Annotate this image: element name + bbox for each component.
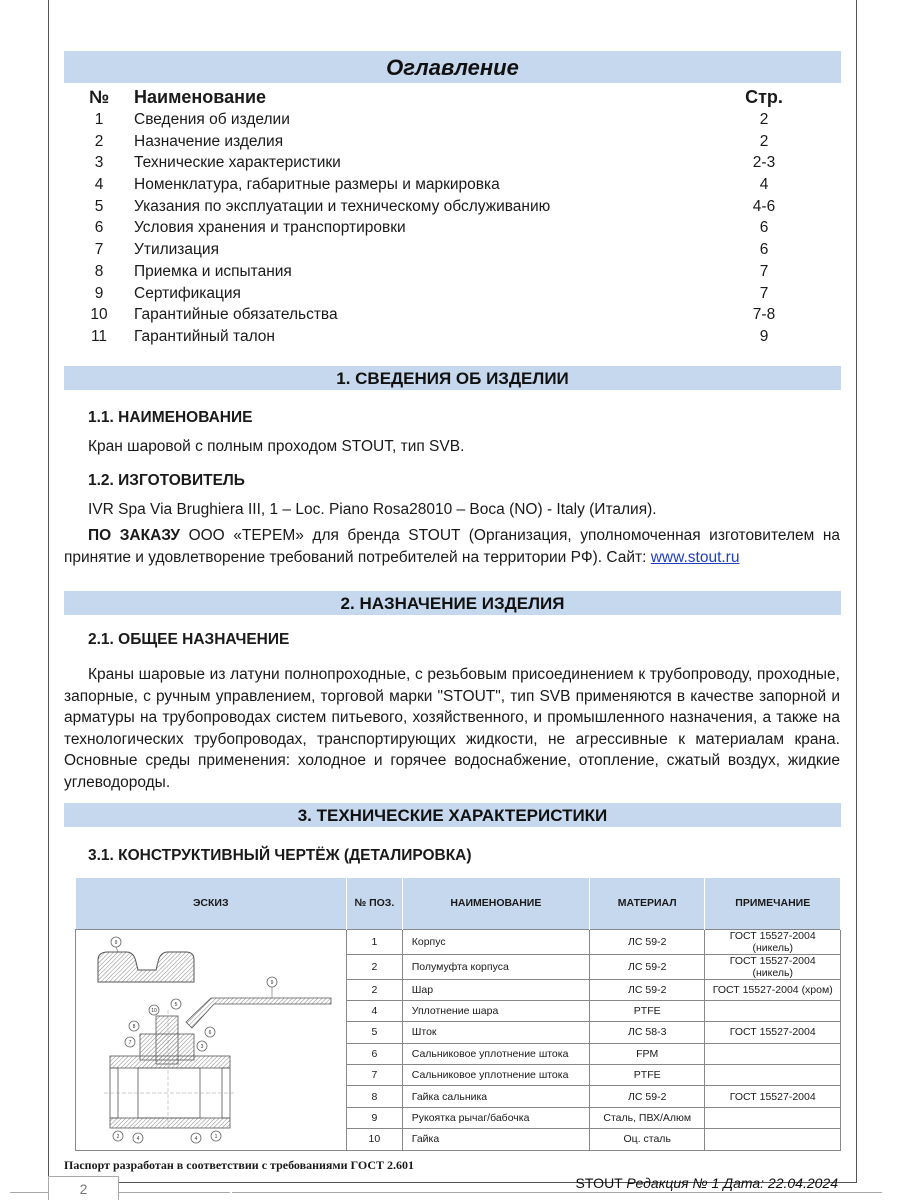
toc-item-name: Условия хранения и транспортировки <box>134 219 406 237</box>
toc-item-name: Гарантийный талон <box>134 327 275 345</box>
toc-item[interactable] <box>84 196 804 218</box>
svg-text:4: 4 <box>194 1135 198 1142</box>
cell-note <box>705 1000 841 1021</box>
toc-item-num: 8 <box>94 262 104 280</box>
svg-text:4: 4 <box>136 1135 140 1142</box>
cell-name: Гайка <box>402 1129 589 1150</box>
toc-item[interactable] <box>84 109 804 131</box>
cell-name: Гайка сальника <box>402 1086 589 1107</box>
section-2-1-title: 2.1. ОБЩЕЕ НАЗНАЧЕНИЕ <box>88 631 290 648</box>
cell-note: ГОСТ 15527-2004 (хром) <box>705 979 841 1000</box>
cell-pos: 5 <box>347 1022 403 1043</box>
section-1-1-title: 1.1. НАИМЕНОВАНИЕ <box>88 409 253 426</box>
cell-material: PTFE <box>589 1000 705 1021</box>
cell-material: PTFE <box>589 1065 705 1086</box>
cell-material: ЛС 58-3 <box>589 1022 705 1043</box>
section-3-title: 3. ТЕХНИЧЕСКИЕ ХАРАКТЕРИСТИКИ <box>64 803 841 827</box>
toc-item-name: Гарантийные обязательства <box>134 306 338 324</box>
footer-divider <box>232 1192 882 1193</box>
cell-material: ЛС 59-2 <box>589 929 705 954</box>
toc-item-num: 2 <box>94 132 104 150</box>
cell-pos: 10 <box>347 1129 403 1150</box>
svg-text:9: 9 <box>114 939 118 946</box>
cell-name: Корпус <box>402 929 589 954</box>
cell-pos: 6 <box>347 1043 403 1064</box>
toc-header-name: Наименование <box>134 87 267 107</box>
section-1-title: 1. СВЕДЕНИЯ ОБ ИЗДЕЛИИ <box>64 366 841 390</box>
revision-info <box>576 1175 838 1191</box>
toc-item-num: 3 <box>94 154 104 172</box>
toc-item-page: 2 <box>759 111 769 128</box>
purpose-paragraph: Краны шаровые из латуни полнопроходные, с резьбовым присоединением к трубопроводу, проходные, запорные, с ручным управлением, торговой марки "STOUT", тип SVB применяются в качестве запорной и арматуры на трубопроводах систем питьевого, хозяйственного, и промышленного назначения, а также на технологических трубопроводах, транспортирующих жидкости, не агрессивные к материалам крана. Основные среды применения: холодное и горячее водоснабжение, отопление, сжатый воздух, жидкие углеводороды. <box>64 666 840 791</box>
cell-name: Шар <box>402 979 589 1000</box>
parts-table <box>75 878 841 1151</box>
ball-valve-sketch <box>76 929 347 1150</box>
toc-item[interactable] <box>84 174 804 196</box>
cell-name: Сальниковое уплотнение штока <box>402 1065 589 1086</box>
cell-name: Полумуфта корпуса <box>402 954 589 979</box>
toc-item-page: 2 <box>759 132 769 150</box>
cell-note <box>705 1107 841 1128</box>
parts-table-header <box>76 878 841 929</box>
manufacturer-text: IVR Spa Via Brughiera III, 1 – Loc. Piano Rosa28010 – Boca (NO) - Italy (Италия). <box>88 501 657 518</box>
col-note: ПРИМЕЧАНИЕ <box>705 878 841 929</box>
cell-material: ЛС 59-2 <box>589 954 705 979</box>
brand-name: STOUT <box>575 1175 623 1191</box>
cell-material: Сталь, ПВХ/Алюм <box>589 1107 705 1128</box>
toc-item-num: 9 <box>94 284 104 302</box>
toc-item[interactable] <box>84 239 804 261</box>
ball-valve-drawing-icon <box>76 930 346 1144</box>
cell-name: Шток <box>402 1022 589 1043</box>
stout-site-link[interactable]: www.stout.ru <box>650 548 740 566</box>
cell-note: ГОСТ 15527-2004 (никель) <box>705 929 841 954</box>
toc-item-name: Назначение изделия <box>134 132 284 150</box>
toc-item-page: 7 <box>759 262 769 280</box>
svg-text:3: 3 <box>200 1043 204 1050</box>
cell-note <box>705 1043 841 1064</box>
col-material: МАТЕРИАЛ <box>589 878 705 929</box>
cell-pos: 8 <box>347 1086 403 1107</box>
col-sketch: ЭСКИЗ <box>76 878 347 929</box>
cell-material: FPM <box>589 1043 705 1064</box>
svg-text:7: 7 <box>128 1039 132 1046</box>
toc-item-num: 1 <box>94 111 104 128</box>
toc-item-page: 9 <box>759 327 769 345</box>
svg-text:6: 6 <box>208 1029 212 1036</box>
toc-item-num: 7 <box>94 241 104 259</box>
page-number-tab: 2 <box>48 1176 119 1200</box>
toc-header <box>84 85 804 109</box>
toc-item-num: 6 <box>94 219 104 237</box>
order-paragraph <box>64 525 840 568</box>
product-name-text: Кран шаровой с полным проходом STOUT, тип SVB. <box>88 438 465 455</box>
cell-note: ГОСТ 15527-2004 <box>705 1086 841 1107</box>
toc-item-page: 6 <box>759 219 769 237</box>
svg-text:1: 1 <box>214 1133 218 1140</box>
footer-divider <box>10 1192 230 1193</box>
toc-item[interactable] <box>84 283 804 305</box>
toc-item-num: 4 <box>94 176 104 194</box>
toc-item-name: Указания по эксплуатации и техническому обслуживанию <box>134 197 551 215</box>
toc-item-name: Приемка и испытания <box>134 262 292 280</box>
cell-note <box>705 1065 841 1086</box>
svg-text:10: 10 <box>151 1007 157 1014</box>
toc-item-name: Сведения об изделии <box>134 111 290 128</box>
svg-text:5: 5 <box>174 1001 178 1008</box>
cell-material: ЛС 59-2 <box>589 1086 705 1107</box>
order-text: ООО «ТЕРЕМ» для бренда STOUT (Организация, уполномоченная изготовителем на принятие и удовлетворение требований потребителей на территории РФ). Сайт: <box>64 527 841 566</box>
toc-item[interactable] <box>84 152 804 174</box>
gost-footer-note: Паспорт разработан в соответствии с требованиями ГОСТ 2.601 <box>64 1158 414 1172</box>
cell-note: ГОСТ 15527-2004 (никель) <box>705 954 841 979</box>
cell-note: ГОСТ 15527-2004 <box>705 1022 841 1043</box>
toc-item-page: 4-6 <box>752 197 776 215</box>
toc-item-num: 11 <box>90 327 108 345</box>
cell-pos: 1 <box>347 929 403 954</box>
svg-text:9: 9 <box>270 979 274 986</box>
svg-text:2: 2 <box>116 1133 120 1140</box>
toc-item-name: Номенклатура, габаритные размеры и маркировка <box>134 176 500 194</box>
cell-material: Оц. сталь <box>589 1129 705 1150</box>
table-row <box>76 929 841 954</box>
cell-name: Уплотнение шара <box>402 1000 589 1021</box>
toc-item-page: 2-3 <box>752 154 776 172</box>
section-2-title: 2. НАЗНАЧЕНИЕ ИЗДЕЛИЯ <box>64 591 841 615</box>
toc-item-page: 6 <box>759 241 769 259</box>
col-pos: № ПОЗ. <box>347 878 403 929</box>
cell-material: ЛС 59-2 <box>589 979 705 1000</box>
col-name: НАИМЕНОВАНИЕ <box>402 878 589 929</box>
toc-item-name: Утилизация <box>134 241 219 259</box>
cell-pos: 2 <box>347 979 403 1000</box>
cell-pos: 4 <box>347 1000 403 1021</box>
toc-item-page: 7-8 <box>752 306 776 324</box>
toc-item[interactable] <box>84 131 804 153</box>
svg-text:8: 8 <box>132 1023 136 1030</box>
cell-note <box>705 1129 841 1150</box>
toc-header-num: № <box>88 87 110 107</box>
cell-name: Рукоятка рычаг/бабочка <box>402 1107 589 1128</box>
toc-item-page: 7 <box>759 284 769 302</box>
revision-text: Редакция № 1 Дата: 22.04.2024 <box>626 1175 838 1191</box>
toc-item[interactable] <box>84 217 804 239</box>
toc-item[interactable] <box>84 304 804 326</box>
toc-item-name: Сертификация <box>134 284 241 302</box>
table-of-contents <box>84 85 804 348</box>
toc-header-page: Стр. <box>745 87 783 107</box>
order-bold-label: ПО ЗАКАЗУ <box>88 527 181 544</box>
cell-name: Сальниковое уплотнение штока <box>402 1043 589 1064</box>
toc-item-name: Технические характеристики <box>134 154 341 172</box>
cell-pos: 9 <box>347 1107 403 1128</box>
cell-pos: 2 <box>347 954 403 979</box>
toc-item-num: 10 <box>90 306 108 324</box>
toc-item[interactable] <box>84 261 804 283</box>
toc-item[interactable] <box>84 326 804 348</box>
toc-item-num: 5 <box>94 197 104 215</box>
toc-item-page: 4 <box>759 176 769 194</box>
section-3-1-title: 3.1. КОНСТРУКТИВНЫЙ ЧЕРТЁЖ (ДЕТАЛИРОВКА) <box>88 847 472 864</box>
toc-title: Оглавление <box>64 51 841 83</box>
section-1-2-title: 1.2. ИЗГОТОВИТЕЛЬ <box>88 472 245 489</box>
cell-pos: 7 <box>347 1065 403 1086</box>
